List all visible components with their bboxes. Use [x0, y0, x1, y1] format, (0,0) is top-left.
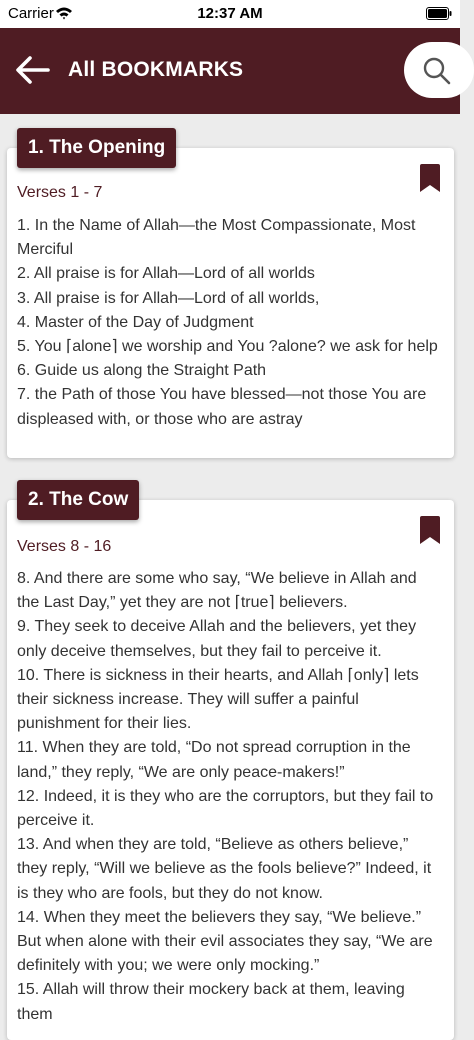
status-bar [0, 0, 460, 28]
search-button[interactable] [404, 42, 474, 98]
bookmark-icon[interactable] [420, 516, 440, 544]
verse-text: 14. When they meet the believers they say, “We believe.” But when alone with their evil associates they say, “We are definitely with you; we were only mocking.” [17, 908, 438, 975]
back-button[interactable] [14, 52, 52, 88]
verses-list [17, 214, 442, 432]
search-icon [422, 56, 452, 86]
verse-text: 6. Guide us along the Straight Path [17, 362, 267, 380]
bookmark-card[interactable] [7, 489, 454, 1040]
verse-text: 11. When they are told, “Do not spread corruption in the land,” they reply, “We are only peace-makers!” [17, 739, 416, 781]
verse-text: 4. Master of the Day of Judgment [17, 313, 254, 331]
bookmarks-list[interactable] [0, 114, 460, 1023]
verse-text: 10. There is sickness in their hearts, and Allah ⌈only⌉ lets their sickness increase. They will suffer a painful punishment for their lies. [17, 666, 424, 733]
verses-list [17, 567, 442, 1027]
verse-text: 1. In the Name of Allah—the Most Compassionate, Most Merciful [17, 217, 420, 259]
page-title: All BOOKMARKS [68, 58, 244, 81]
bookmark-card[interactable] [7, 137, 454, 458]
verses-range: Verses 1 - 7 [17, 184, 103, 201]
battery-icon [426, 7, 452, 20]
verse-text: 5. You ⌈alone⌉ we worship and You ?alone? we ask for help [17, 338, 438, 356]
arrow-left-icon [14, 52, 52, 88]
bookmark-icon[interactable] [420, 164, 440, 192]
verse-text: 15. Allah will throw their mockery back at them, leaving them [17, 981, 410, 1023]
nav-bar [0, 28, 460, 114]
verse-text: 9. They seek to deceive Allah and the believers, yet they only deceive themselves, but they fail to perceive it. [17, 618, 421, 660]
surah-title: 1. The Opening [17, 128, 176, 168]
verse-text: 8. And there are some who say, “We believe in Allah and the Last Day,” yet they are not ⌈true⌉ believers. [17, 570, 422, 612]
carrier-label: Carrier [8, 5, 54, 22]
verse-text: 3. All praise is for Allah—Lord of all worlds, [17, 289, 320, 307]
verse-text: 7. the Path of those You have blessed—not those You are displeased with, or those who are astray [17, 386, 431, 428]
verse-text: 2. All praise is for Allah—Lord of all worlds [17, 265, 315, 283]
status-time: 12:37 AM [197, 5, 263, 22]
surah-title: 2. The Cow [17, 480, 139, 520]
verse-text: 12. Indeed, it is they who are the corruptors, but they fail to perceive it. [17, 787, 438, 830]
verses-range: Verses 8 - 16 [17, 538, 112, 555]
verse-text: 13. And when they are told, “Believe as others believe,” they reply, “Will we believe as the fools believe?” Indeed, it is they who are fools, but they do not know. [17, 836, 436, 902]
